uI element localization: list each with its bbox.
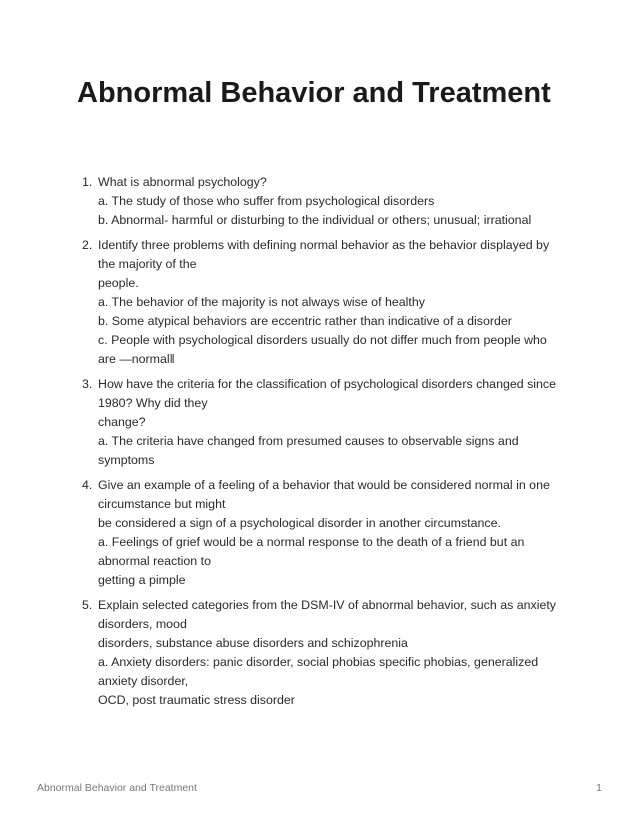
question-number: 1. (82, 175, 93, 189)
question-text: Explain selected categories from the DSM-IV of abnormal behavior, such as anxiety (98, 598, 556, 612)
answer-line: people. (98, 276, 139, 290)
question-text: What is abnormal psychology? (98, 175, 267, 189)
question-list (77, 173, 577, 716)
question-item (77, 173, 577, 230)
answer-line: change? (98, 415, 146, 429)
answer-line: a. The study of those who suffer from psychological disorders (98, 194, 435, 208)
answer-line: b. Some atypical behaviors are eccentric rather than indicative of a disorder (98, 314, 512, 328)
question-text: Identify three problems with defining normal behavior as the behavior displayed by (98, 238, 550, 252)
question-text: Give an example of a feeling of a behavior that would be considered normal in one (98, 478, 550, 492)
answer-line: b. Abnormal- harmful or disturbing to the individual or others; unusual; irrational (98, 213, 532, 227)
answer-line: circumstance but might (98, 497, 226, 511)
question-number: 2. (82, 238, 93, 252)
answer-line: the majority of the (98, 257, 197, 271)
answer-line: disorders, substance abuse disorders and schizophrenia (98, 636, 408, 650)
answer-line: a. The behavior of the majority is not always wise of healthy (98, 295, 425, 309)
answer-line: OCD, post traumatic stress disorder (98, 693, 295, 707)
answer-line: c. People with psychological disorders usually do not differ much from people who (98, 333, 547, 347)
answer-line: a. Feelings of grief would be a normal response to the death of a friend but an (98, 535, 525, 549)
answer-line: getting a pimple (98, 573, 186, 587)
answer-line: 1980? Why did they (98, 396, 208, 410)
answer-line: a. The criteria have changed from presumed causes to observable signs and (98, 434, 519, 448)
answer-line: be considered a sign of a psychological disorder in another circumstance. (98, 516, 501, 530)
question-item (77, 236, 577, 369)
question-text: How have the criteria for the classification of psychological disorders changed since (98, 377, 556, 391)
document-title: Abnormal Behavior and Treatment (77, 77, 551, 109)
footer-title: Abnormal Behavior and Treatment (37, 782, 197, 794)
question-number: 5. (82, 598, 93, 612)
answer-line: abnormal reaction to (98, 554, 211, 568)
question-number: 4. (82, 478, 93, 492)
answer-line: symptoms (98, 453, 155, 467)
question-number: 3. (82, 377, 93, 391)
answer-line: anxiety disorder, (98, 674, 189, 688)
question-item (77, 375, 577, 470)
answer-line: are ―normal‖ (98, 352, 175, 366)
question-item (77, 596, 577, 710)
answer-line: a. Anxiety disorders: panic disorder, social phobias specific phobias, generalized (98, 655, 539, 669)
footer-page-number: 1 (596, 782, 602, 794)
question-item (77, 476, 577, 590)
answer-line: disorders, mood (98, 617, 187, 631)
